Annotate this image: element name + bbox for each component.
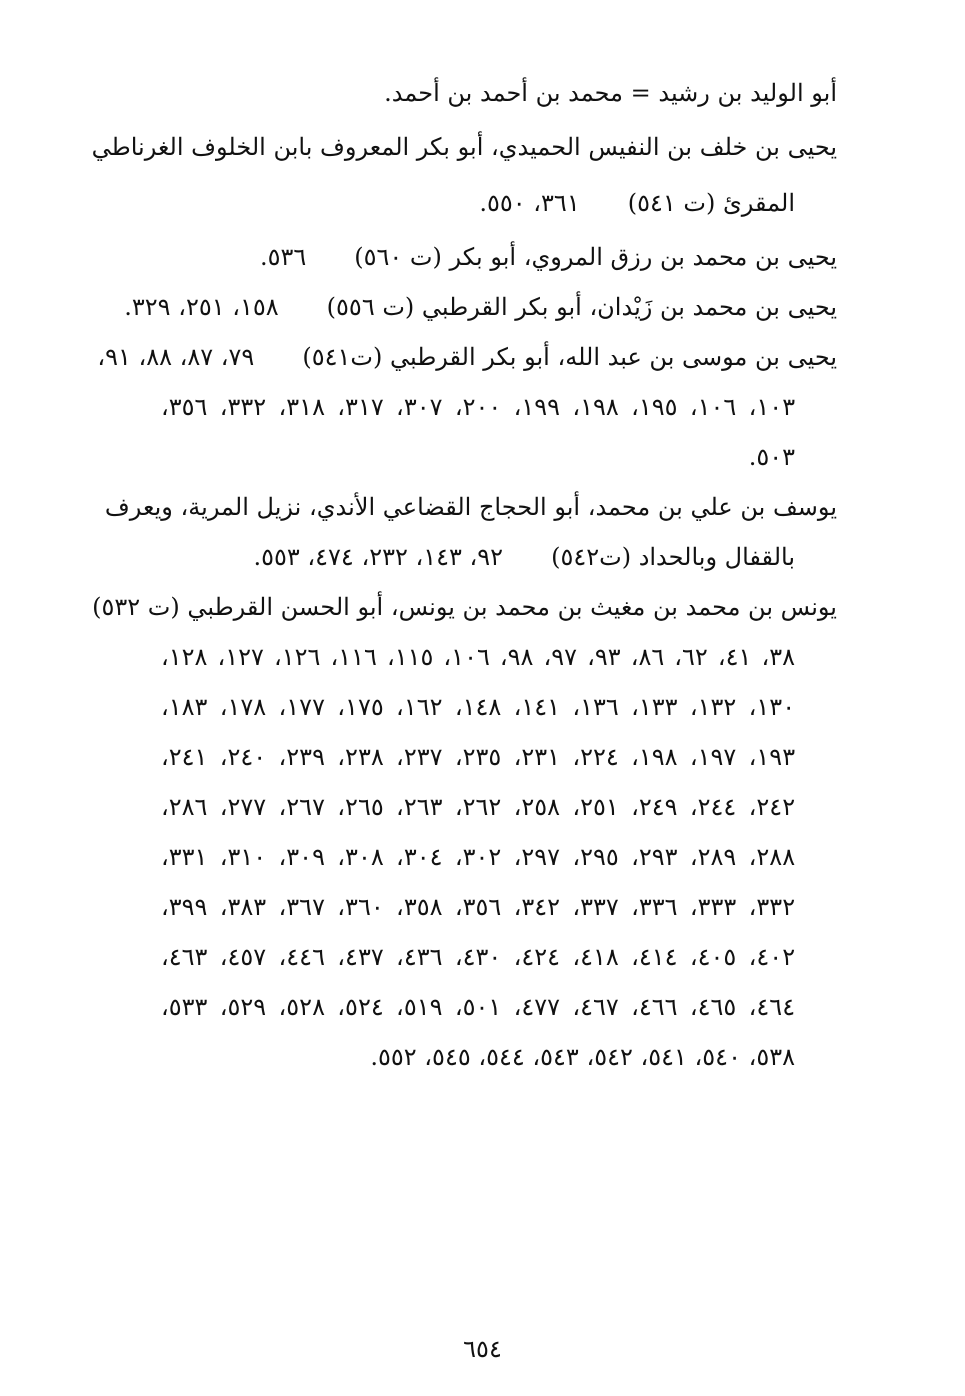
- page-references: ١٥٨، ٢٥١، ٣٢٩.: [124, 293, 279, 321]
- index-entry-line: يحيى بن خلف بن النفيس الحميدي، أبو بكر المعروف بابن الخلوف الغرناطي: [91, 133, 837, 161]
- index-entry-line: يونس بن محمد بن مغيث بن محمد بن يونس، أبو الحسن القرطبي (ت ٥٣٢): [92, 593, 837, 621]
- page-references: ١٣٠، ١٣٢، ١٣٣، ١٣٦، ١٤١، ١٤٨، ١٦٢، ١٧٥، ١٧٧، ١٧٨، ١٨٣،: [161, 693, 796, 721]
- page-references: ٤٦٤، ٤٦٥، ٤٦٦، ٤٦٧، ٤٧٧، ٥٠١، ٥١٩، ٥٢٤، ٥٢٨، ٥٢٩، ٥٣٣،: [161, 993, 796, 1021]
- index-entry-continuation: [253, 540, 795, 574]
- index-entry-continuation: [479, 186, 795, 220]
- page-references: ٢٤٢، ٢٤٤، ٢٤٩، ٢٥١، ٢٥٨، ٢٦٢، ٢٦٣، ٢٦٥، ٢٦٧، ٢٧٧، ٢٨٦،: [161, 793, 796, 821]
- page-references: ٤٠٢، ٤٠٥، ٤١٤، ٤١٨، ٤٢٤، ٤٣٠، ٤٣٦، ٤٣٧، ٤٤٦، ٤٥٧، ٤٦٣،: [161, 943, 796, 971]
- page-references: ٧٩، ٨٧، ٨٨، ٩١،: [97, 343, 255, 371]
- entry-label: يحيى بن موسى بن عبد الله، أبو بكر القرطبي (ت٥٤١): [302, 343, 837, 371]
- page-number: ٦٥٤: [463, 1335, 502, 1363]
- page-references: ٣٣٢، ٣٣٣، ٣٣٦، ٣٣٧، ٣٤٢، ٣٥٦، ٣٥٨، ٣٦٠، ٣٦٧، ٣٨٣، ٣٩٩،: [161, 893, 796, 921]
- page-references: ١٠٣، ١٠٦، ١٩٥، ١٩٨، ١٩٩، ٢٠٠، ٣٠٧، ٣١٧، ٣١٨، ٣٣٢، ٣٥٦،: [161, 393, 796, 421]
- page-references: ٥٣٦.: [259, 243, 307, 271]
- page-references: ٢٨٨، ٢٨٩، ٢٩٣، ٢٩٥، ٢٩٧، ٣٠٢، ٣٠٤، ٣٠٨، ٣٠٩، ٣١٠، ٣٣١،: [161, 843, 796, 871]
- entry-label: بالقفال وبالحداد (ت٥٤٢): [551, 543, 795, 571]
- index-entry-line: [97, 340, 837, 374]
- page-references: ١٩٣، ١٩٧، ١٩٨، ٢٢٤، ٢٣١، ٢٣٥، ٢٣٧، ٢٣٨، ٢٣٩، ٢٤٠، ٢٤١،: [161, 743, 796, 771]
- page-references: ٩٢، ١٤٣، ٢٣٢، ٤٧٤، ٥٥٣.: [253, 543, 504, 571]
- page-references: ٣٦١، ٥٥٠.: [479, 189, 580, 217]
- index-entry-line: [124, 290, 837, 324]
- page-references: ٣٨، ٤١، ٦٢، ٨٦، ٩٣، ٩٧، ٩٨، ١٠٦، ١١٥، ١١٦، ١٢٦، ١٢٧، ١٢٨،: [161, 643, 795, 671]
- entry-label: المقرئ (ت ٥٤١): [627, 189, 795, 217]
- index-entry-line: [260, 240, 837, 274]
- index-entry-line: أبو الوليد بن رشيد = محمد بن أحمد بن أحمد.: [384, 79, 837, 107]
- entry-label: يحيى بن محمد بن زَيْدان، أبو بكر القرطبي (ت ٥٥٦): [326, 293, 837, 321]
- page-references: ٥٠٣.: [748, 443, 795, 471]
- entry-label: يحيى بن محمد بن رزق المروي، أبو بكر (ت ٥٦٠): [354, 243, 837, 271]
- index-entry-line: يوسف بن علي بن محمد، أبو الحجاج القضاعي الأندي، نزيل المرية، ويعرف: [104, 493, 837, 521]
- page-references: ٥٣٨، ٥٤٠، ٥٤١، ٥٤٢، ٥٤٣، ٥٤٤، ٥٤٥، ٥٥٢.: [370, 1043, 795, 1071]
